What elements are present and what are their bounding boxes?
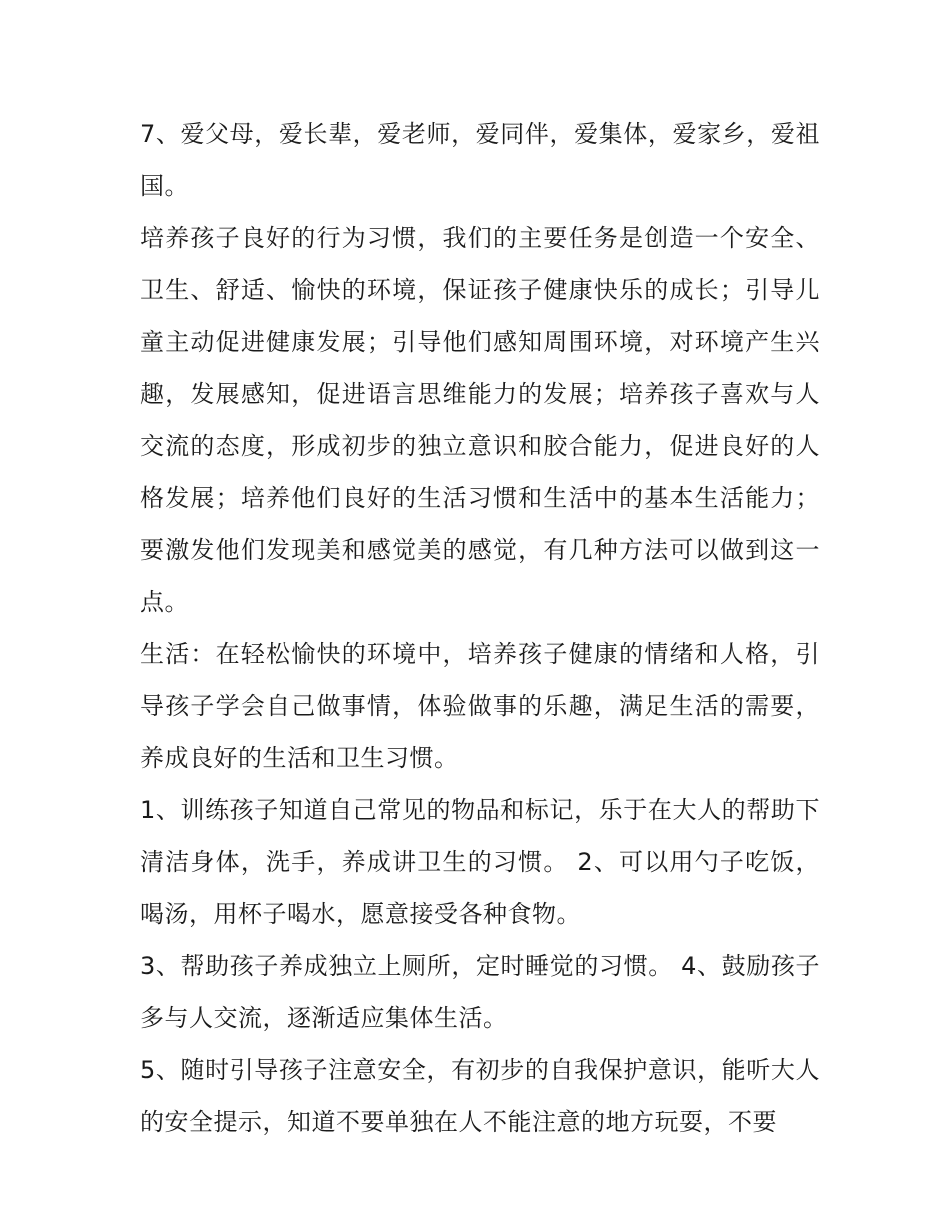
paragraph-items-1-2: 1、训练孩子知道自己常见的物品和标记，乐于在大人的帮助下清洁身体，洗手，养成讲卫生的习惯。 2、可以用勺子吃饭，喝汤，用杯子喝水，愿意接受各种食物。 bbox=[140, 796, 820, 928]
paragraph-behavior-habits: 培养孩子良好的行为习惯，我们的主要任务是创造一个安全、卫生、舒适、愉快的环境，保证孩子健康快乐的成长；引导儿童主动促进健康发展；引导他们感知周围环境，对环境产生兴趣，发展感知，促进语言思维能力的发展；培养孩子喜欢与人交流的态度，形成初步的独立意识和胶合能力，促进良好的人格发展；培养他们良好的生活习惯和生活中的基本生活能力；要激发他们发现美和感觉美的感觉，有几种方法可以做到这一点。 bbox=[140, 224, 820, 616]
paragraph-item-5: 5、随时引导孩子注意安全，有初步的自我保护意识，能听大人的安全提示，知道不要单独在人不能注意的地方玩耍，不要 bbox=[140, 1056, 820, 1136]
paragraph-items-3-4: 3、帮助孩子养成独立上厕所，定时睡觉的习惯。 4、鼓励孩子多与人交流，逐渐适应集体生活。 bbox=[140, 952, 820, 1032]
document-body bbox=[140, 108, 820, 1148]
paragraph-love-list: 7、爱父母，爱长辈，爱老师，爱同伴，爱集体，爱家乡，爱祖国。 bbox=[140, 120, 820, 200]
paragraph-life: 生活：在轻松愉快的环境中，培养孩子健康的情绪和人格，引导孩子学会自己做事情，体验做事的乐趣，满足生活的需要，养成良好的生活和卫生习惯。 bbox=[140, 640, 820, 772]
